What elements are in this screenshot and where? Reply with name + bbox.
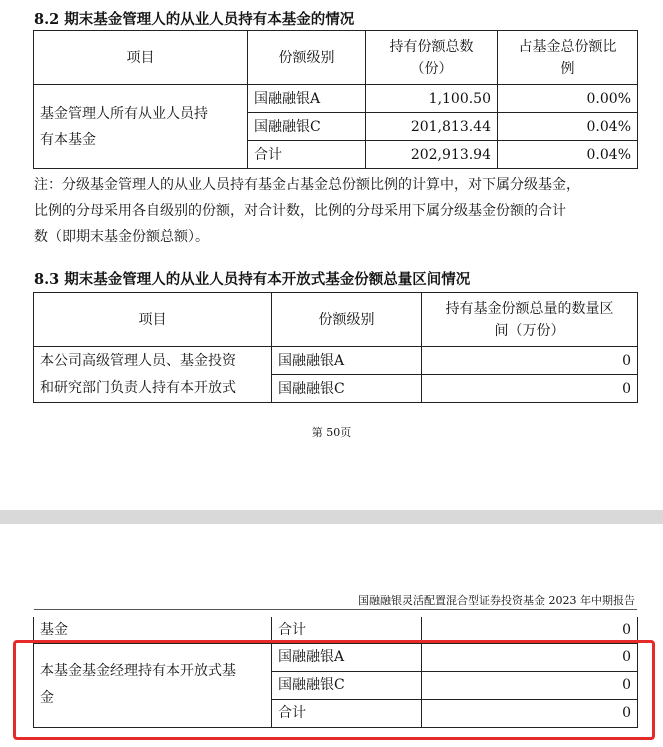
section-8-2-title: 8.2 期末基金管理人的从业人员持有本基金的情况 bbox=[34, 11, 355, 28]
note-line-3: 数（即期末基金份额总额）。 bbox=[34, 229, 209, 245]
note-line-2: 比例的分母采用各自级别的份额，对合计数，比例的分母采用下属分级基金份额的合计 bbox=[34, 203, 566, 219]
class-cell: 合计 bbox=[272, 617, 422, 643]
header-ratio-line-1: 占基金总份额比 bbox=[518, 38, 617, 55]
shares-cell: 1,100.50 bbox=[366, 85, 498, 113]
page-separator bbox=[0, 510, 663, 524]
value-cell: 0 bbox=[422, 375, 638, 403]
holdings-table bbox=[33, 30, 638, 169]
class-cell: 国融融银C bbox=[248, 113, 366, 141]
item-line-1: 本公司高级管理人员、基金投资 bbox=[40, 352, 236, 369]
table-row bbox=[34, 85, 638, 113]
highlight-box bbox=[13, 640, 655, 740]
header-class: 份额级别 bbox=[248, 31, 366, 85]
report-header: 国融融银灵活配置混合型证券投资基金 2023 年中期报告 bbox=[358, 594, 635, 607]
header-shares bbox=[366, 31, 498, 85]
shares-cell: 202,913.94 bbox=[366, 141, 498, 169]
value-cell: 0 bbox=[422, 699, 638, 727]
ratio-cell: 0.00% bbox=[498, 85, 638, 113]
header-shares-line-2: （份） bbox=[410, 60, 453, 77]
header-range bbox=[422, 293, 638, 347]
value-cell: 0 bbox=[422, 643, 638, 671]
item-cell: 基金 bbox=[34, 617, 272, 643]
class-cell: 合计 bbox=[272, 699, 422, 727]
header-ratio bbox=[498, 31, 638, 85]
header-item: 项目 bbox=[34, 31, 248, 85]
shares-cell: 201,813.44 bbox=[366, 113, 498, 141]
class-cell: 国融融银A bbox=[248, 85, 366, 113]
page-number: 第 50页 bbox=[311, 426, 352, 439]
item-line-2: 金 bbox=[40, 690, 54, 706]
ratio-cell: 0.04% bbox=[498, 141, 638, 169]
section-8-3-title: 8.3 期末基金管理人的从业人员持有本开放式基金份额总量区间情况 bbox=[34, 271, 471, 288]
class-cell: 合计 bbox=[248, 141, 366, 169]
item-cell bbox=[34, 347, 272, 403]
value-cell: 0 bbox=[422, 671, 638, 699]
item-line-2: 有本基金 bbox=[40, 131, 96, 148]
item-cell bbox=[34, 85, 248, 169]
range-table bbox=[33, 292, 638, 403]
header-ratio-line-2: 例 bbox=[560, 60, 575, 77]
header-rule bbox=[34, 609, 637, 610]
value-cell: 0 bbox=[422, 347, 638, 375]
class-cell: 国融融银A bbox=[272, 643, 422, 671]
header-range-line-2: 间（万份） bbox=[494, 322, 565, 339]
note-line-1: 注：分级基金管理人的从业人员持有基金占基金总份额比例的计算中，对下属分级基金， bbox=[34, 177, 580, 193]
item-line-2: 和研究部门负责人持有本开放式 bbox=[40, 379, 236, 396]
class-cell: 国融融银C bbox=[272, 375, 422, 403]
class-cell: 国融融银A bbox=[272, 347, 422, 375]
header-shares-line-1: 持有份额总数 bbox=[389, 38, 474, 55]
class-cell: 国融融银C bbox=[272, 671, 422, 699]
header-range-line-1: 持有基金份额总量的数量区 bbox=[445, 300, 614, 317]
value-cell: 0 bbox=[422, 617, 638, 643]
item-line-1: 本基金基金经理持有本开放式基 bbox=[40, 663, 236, 679]
item-line-1: 基金管理人所有从业人员持 bbox=[40, 105, 208, 122]
ratio-cell: 0.04% bbox=[498, 113, 638, 141]
table-row bbox=[34, 347, 638, 375]
header-class: 份额级别 bbox=[272, 293, 422, 347]
table-note bbox=[34, 172, 634, 250]
header-item: 项目 bbox=[34, 293, 272, 347]
